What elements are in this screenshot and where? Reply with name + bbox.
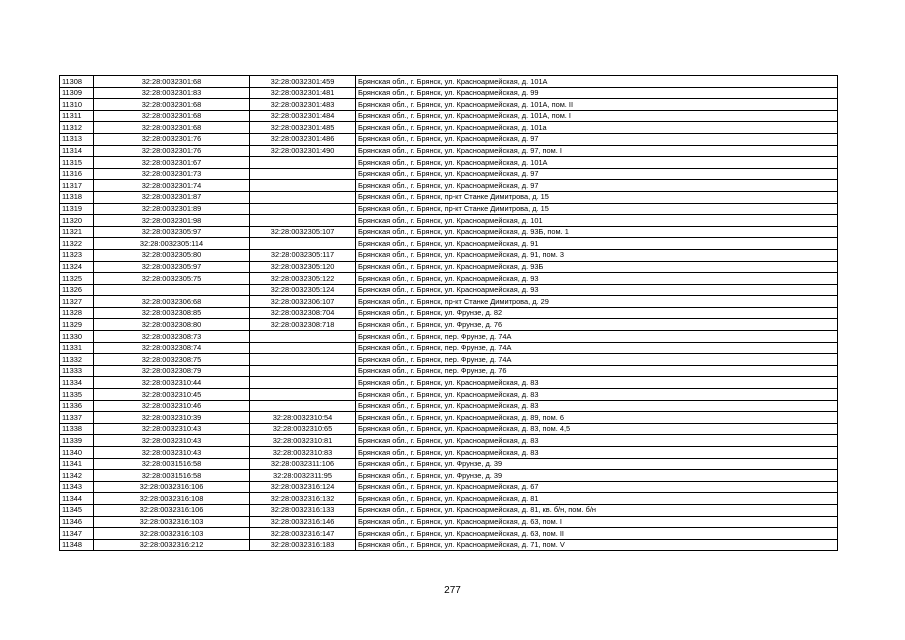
- row-number: 11337: [60, 412, 94, 424]
- cadastral-number-cell: 32:28:0032308:80: [94, 319, 250, 331]
- cadastral-number-cell: 32:28:0032310:43: [94, 423, 250, 435]
- cadastral-number-cell: 32:28:0032316:212: [94, 539, 250, 551]
- row-number: 11338: [60, 423, 94, 435]
- table-body: [60, 76, 838, 551]
- row-number: 11330: [60, 331, 94, 343]
- table-row: [60, 110, 838, 122]
- table-row: [60, 470, 838, 482]
- row-number: 11340: [60, 447, 94, 459]
- table-row: [60, 539, 838, 551]
- row-number: 11342: [60, 470, 94, 482]
- table-row: [60, 319, 838, 331]
- address-cell: Брянская обл., г. Брянск, пер. Фрунзе, д. 74А: [356, 331, 838, 343]
- object-cadastral-number-cell: 32:28:0032308:704: [250, 307, 356, 319]
- cadastral-number-cell: 32:28:0032301:98: [94, 215, 250, 227]
- row-number: 11339: [60, 435, 94, 447]
- address-cell: Брянская обл., г. Брянск, пр-кт Станке Димитрова, д. 15: [356, 203, 838, 215]
- object-cadastral-number-cell: 32:28:0032310:65: [250, 423, 356, 435]
- object-cadastral-number-cell: [250, 238, 356, 250]
- cadastral-number-cell: 32:28:0032305:75: [94, 273, 250, 285]
- address-cell: Брянская обл., г. Брянск, ул. Красноармейская, д. 63, пом. II: [356, 528, 838, 540]
- table-row: [60, 122, 838, 134]
- cadastral-number-cell: 32:28:0032301:74: [94, 180, 250, 192]
- address-cell: Брянская обл., г. Брянск, ул. Красноармейская, д. 81, кв. б/н, пом. б/н: [356, 504, 838, 516]
- row-number: 11315: [60, 157, 94, 169]
- table-row: [60, 331, 838, 343]
- address-cell: Брянская обл., г. Брянск, ул. Красноармейская, д. 83: [356, 377, 838, 389]
- object-cadastral-number-cell: 32:28:0032301:490: [250, 145, 356, 157]
- address-cell: Брянская обл., г. Брянск, ул. Красноармейская, д. 83: [356, 435, 838, 447]
- cadastral-number-cell: 32:28:0032308:85: [94, 307, 250, 319]
- object-cadastral-number-cell: 32:28:0032305:124: [250, 284, 356, 296]
- object-cadastral-number-cell: 32:28:0032301:483: [250, 99, 356, 111]
- address-cell: Брянская обл., г. Брянск, ул. Красноармейская, д. 83: [356, 447, 838, 459]
- address-cell: Брянская обл., г. Брянск, ул. Красноармейская, д. 97: [356, 180, 838, 192]
- address-cell: Брянская обл., г. Брянск, ул. Красноармейская, д. 93Б: [356, 261, 838, 273]
- table-row: [60, 354, 838, 366]
- object-cadastral-number-cell: [250, 168, 356, 180]
- row-number: 11348: [60, 539, 94, 551]
- table-row: [60, 76, 838, 88]
- table-row: [60, 528, 838, 540]
- address-cell: Брянская обл., г. Брянск, ул. Красноармейская, д. 91, пом. 3: [356, 249, 838, 261]
- address-cell: Брянская обл., г. Брянск, пер. Фрунзе, д. 74А: [356, 354, 838, 366]
- address-cell: Брянская обл., г. Брянск, ул. Красноармейская, д. 101А: [356, 157, 838, 169]
- table-row: [60, 447, 838, 459]
- row-number: 11313: [60, 133, 94, 145]
- cadastral-number-cell: 32:28:0032301:68: [94, 99, 250, 111]
- object-cadastral-number-cell: [250, 157, 356, 169]
- cadastral-number-cell: 32:28:0032301:67: [94, 157, 250, 169]
- table-row: [60, 377, 838, 389]
- object-cadastral-number-cell: 32:28:0032316:183: [250, 539, 356, 551]
- object-cadastral-number-cell: [250, 203, 356, 215]
- object-cadastral-number-cell: [250, 331, 356, 343]
- row-number: 11325: [60, 273, 94, 285]
- row-number: 11321: [60, 226, 94, 238]
- cadastral-number-cell: 32:28:0032310:45: [94, 389, 250, 401]
- address-cell: Брянская обл., г. Брянск, ул. Красноармейская, д. 83, пом. 4,5: [356, 423, 838, 435]
- row-number: 11322: [60, 238, 94, 250]
- cadastral-number-cell: 32:28:0032310:44: [94, 377, 250, 389]
- object-cadastral-number-cell: 32:28:0032316:132: [250, 493, 356, 505]
- table-row: [60, 400, 838, 412]
- cadastral-number-cell: 32:28:0032301:73: [94, 168, 250, 180]
- object-cadastral-number-cell: [250, 400, 356, 412]
- table-row: [60, 157, 838, 169]
- cadastral-number-cell: 32:28:0032301:76: [94, 145, 250, 157]
- address-cell: Брянская обл., г. Брянск, ул. Красноармейская, д. 101А, пом. II: [356, 99, 838, 111]
- page-number: 277: [444, 585, 461, 596]
- table-row: [60, 133, 838, 145]
- table-row: [60, 412, 838, 424]
- table-row: [60, 180, 838, 192]
- object-cadastral-number-cell: [250, 377, 356, 389]
- cadastral-number-cell: 32:28:0032308:73: [94, 331, 250, 343]
- address-cell: Брянская обл., г. Брянск, ул. Фрунзе, д. 39: [356, 470, 838, 482]
- table-row: [60, 435, 838, 447]
- address-cell: Брянская обл., г. Брянск, ул. Красноармейская, д. 99: [356, 87, 838, 99]
- address-cell: Брянская обл., г. Брянск, ул. Красноармейская, д. 71, пом. V: [356, 539, 838, 551]
- cadastral-number-cell: 32:28:0032301:68: [94, 122, 250, 134]
- row-number: 11327: [60, 296, 94, 308]
- cadastral-number-cell: 32:28:0032301:68: [94, 76, 250, 88]
- object-cadastral-number-cell: [250, 354, 356, 366]
- row-number: 11345: [60, 504, 94, 516]
- address-cell: Брянская обл., г. Брянск, ул. Красноармейская, д. 63, пом. I: [356, 516, 838, 528]
- address-cell: Брянская обл., г. Брянск, ул. Фрунзе, д. 82: [356, 307, 838, 319]
- row-number: 11347: [60, 528, 94, 540]
- table-row: [60, 423, 838, 435]
- row-number: 11326: [60, 284, 94, 296]
- address-cell: Брянская обл., г. Брянск, пер. Фрунзе, д. 74А: [356, 342, 838, 354]
- address-cell: Брянская обл., г. Брянск, ул. Красноармейская, д. 101А: [356, 76, 838, 88]
- row-number: 11341: [60, 458, 94, 470]
- table-row: [60, 168, 838, 180]
- table-row: [60, 273, 838, 285]
- table-row: [60, 191, 838, 203]
- cadastral-number-cell: 32:28:0032301:87: [94, 191, 250, 203]
- cadastral-number-cell: 32:28:0032316:103: [94, 528, 250, 540]
- cadastral-table: [59, 75, 838, 551]
- cadastral-number-cell: 32:28:0032301:89: [94, 203, 250, 215]
- table-row: [60, 87, 838, 99]
- table-row: [60, 458, 838, 470]
- cadastral-number-cell: 32:28:0032305:97: [94, 261, 250, 273]
- row-number: 11324: [60, 261, 94, 273]
- row-number: 11309: [60, 87, 94, 99]
- cadastral-number-cell: 32:28:0032316:108: [94, 493, 250, 505]
- table-row: [60, 481, 838, 493]
- row-number: 11344: [60, 493, 94, 505]
- table-row: [60, 389, 838, 401]
- address-cell: Брянская обл., г. Брянск, ул. Красноармейская, д. 93: [356, 273, 838, 285]
- object-cadastral-number-cell: 32:28:0032301:486: [250, 133, 356, 145]
- cadastral-number-cell: 32:28:0032308:75: [94, 354, 250, 366]
- row-number: 11320: [60, 215, 94, 227]
- table-row: [60, 261, 838, 273]
- cadastral-number-cell: [94, 284, 250, 296]
- row-number: 11312: [60, 122, 94, 134]
- table-row: [60, 365, 838, 377]
- cadastral-number-cell: 32:28:0032316:103: [94, 516, 250, 528]
- cadastral-number-cell: 32:28:0032310:43: [94, 447, 250, 459]
- cadastral-number-cell: 32:28:0032301:83: [94, 87, 250, 99]
- object-cadastral-number-cell: 32:28:0032310:81: [250, 435, 356, 447]
- cadastral-number-cell: 32:28:0031516:58: [94, 470, 250, 482]
- row-number: 11333: [60, 365, 94, 377]
- address-cell: Брянская обл., г. Брянск, ул. Красноармейская, д. 93: [356, 284, 838, 296]
- cadastral-number-cell: 32:28:0032308:74: [94, 342, 250, 354]
- object-cadastral-number-cell: 32:28:0032311:106: [250, 458, 356, 470]
- row-number: 11328: [60, 307, 94, 319]
- cadastral-number-cell: 32:28:0032305:97: [94, 226, 250, 238]
- object-cadastral-number-cell: 32:28:0032305:122: [250, 273, 356, 285]
- object-cadastral-number-cell: [250, 180, 356, 192]
- table-row: [60, 203, 838, 215]
- object-cadastral-number-cell: 32:28:0032316:133: [250, 504, 356, 516]
- address-cell: Брянская обл., г. Брянск, ул. Красноармейская, д. 93Б, пом. 1: [356, 226, 838, 238]
- object-cadastral-number-cell: [250, 215, 356, 227]
- object-cadastral-number-cell: 32:28:0032301:481: [250, 87, 356, 99]
- table-row: [60, 493, 838, 505]
- address-cell: Брянская обл., г. Брянск, ул. Красноармейская, д. 97: [356, 133, 838, 145]
- object-cadastral-number-cell: 32:28:0032308:718: [250, 319, 356, 331]
- row-number: 11319: [60, 203, 94, 215]
- row-number: 11329: [60, 319, 94, 331]
- table-row: [60, 342, 838, 354]
- address-cell: Брянская обл., г. Брянск, пр-кт Станке Димитрова, д. 15: [356, 191, 838, 203]
- row-number: 11314: [60, 145, 94, 157]
- address-cell: Брянская обл., г. Брянск, пер. Фрунзе, д. 76: [356, 365, 838, 377]
- row-number: 11336: [60, 400, 94, 412]
- cadastral-number-cell: 32:28:0032316:106: [94, 481, 250, 493]
- row-number: 11311: [60, 110, 94, 122]
- row-number: 11316: [60, 168, 94, 180]
- object-cadastral-number-cell: 32:28:0032301:485: [250, 122, 356, 134]
- cadastral-number-cell: 32:28:0032305:80: [94, 249, 250, 261]
- object-cadastral-number-cell: 32:28:0032311:95: [250, 470, 356, 482]
- row-number: 11332: [60, 354, 94, 366]
- address-cell: Брянская обл., г. Брянск, ул. Красноармейская, д. 101А, пом. I: [356, 110, 838, 122]
- address-cell: Брянская обл., г. Брянск, ул. Красноармейская, д. 101а: [356, 122, 838, 134]
- cadastral-number-cell: 32:28:0032305:114: [94, 238, 250, 250]
- address-cell: Брянская обл., г. Брянск, ул. Красноармейская, д. 97: [356, 168, 838, 180]
- object-cadastral-number-cell: 32:28:0032310:83: [250, 447, 356, 459]
- cadastral-number-cell: 32:28:0032306:68: [94, 296, 250, 308]
- object-cadastral-number-cell: 32:28:0032305:107: [250, 226, 356, 238]
- address-cell: Брянская обл., г. Брянск, ул. Фрунзе, д. 76: [356, 319, 838, 331]
- cadastral-number-cell: 32:28:0032316:106: [94, 504, 250, 516]
- row-number: 11334: [60, 377, 94, 389]
- row-number: 11323: [60, 249, 94, 261]
- address-cell: Брянская обл., г. Брянск, ул. Красноармейская, д. 81: [356, 493, 838, 505]
- table-row: [60, 215, 838, 227]
- cadastral-number-cell: 32:28:0032310:43: [94, 435, 250, 447]
- object-cadastral-number-cell: [250, 342, 356, 354]
- cadastral-number-cell: 32:28:0032301:68: [94, 110, 250, 122]
- object-cadastral-number-cell: 32:28:0032316:146: [250, 516, 356, 528]
- cadastral-number-cell: 32:28:0032308:79: [94, 365, 250, 377]
- address-cell: Брянская обл., г. Брянск, ул. Красноармейская, д. 83: [356, 400, 838, 412]
- cadastral-number-cell: 32:28:0031516:58: [94, 458, 250, 470]
- cadastral-number-cell: 32:28:0032310:46: [94, 400, 250, 412]
- object-cadastral-number-cell: [250, 191, 356, 203]
- row-number: 11318: [60, 191, 94, 203]
- address-cell: Брянская обл., г. Брянск, ул. Красноармейская, д. 101: [356, 215, 838, 227]
- table-row: [60, 296, 838, 308]
- table-row: [60, 145, 838, 157]
- table-row: [60, 516, 838, 528]
- object-cadastral-number-cell: [250, 389, 356, 401]
- address-cell: Брянская обл., г. Брянск, ул. Фрунзе, д. 39: [356, 458, 838, 470]
- table-row: [60, 99, 838, 111]
- address-cell: Брянская обл., г. Брянск, ул. Красноармейская, д. 97, пом. I: [356, 145, 838, 157]
- cadastral-number-cell: 32:28:0032310:39: [94, 412, 250, 424]
- row-number: 11343: [60, 481, 94, 493]
- row-number: 11317: [60, 180, 94, 192]
- address-cell: Брянская обл., г. Брянск, пр-кт Станке Димитрова, д. 29: [356, 296, 838, 308]
- object-cadastral-number-cell: 32:28:0032305:117: [250, 249, 356, 261]
- object-cadastral-number-cell: 32:28:0032301:459: [250, 76, 356, 88]
- row-number: 11346: [60, 516, 94, 528]
- row-number: 11331: [60, 342, 94, 354]
- object-cadastral-number-cell: 32:28:0032305:120: [250, 261, 356, 273]
- address-cell: Брянская обл., г. Брянск, ул. Красноармейская, д. 83: [356, 389, 838, 401]
- table-row: [60, 226, 838, 238]
- row-number: 11310: [60, 99, 94, 111]
- object-cadastral-number-cell: 32:28:0032301:484: [250, 110, 356, 122]
- cadastral-number-cell: 32:28:0032301:76: [94, 133, 250, 145]
- table-row: [60, 504, 838, 516]
- address-cell: Брянская обл., г. Брянск, ул. Красноармейская, д. 91: [356, 238, 838, 250]
- table-row: [60, 284, 838, 296]
- object-cadastral-number-cell: 32:28:0032316:124: [250, 481, 356, 493]
- address-cell: Брянская обл., г. Брянск, ул. Красноармейская, д. 89, пом. 6: [356, 412, 838, 424]
- object-cadastral-number-cell: 32:28:0032316:147: [250, 528, 356, 540]
- row-number: 11335: [60, 389, 94, 401]
- row-number: 11308: [60, 76, 94, 88]
- table-row: [60, 249, 838, 261]
- object-cadastral-number-cell: [250, 365, 356, 377]
- table-row: [60, 238, 838, 250]
- object-cadastral-number-cell: 32:28:0032306:107: [250, 296, 356, 308]
- address-cell: Брянская обл., г. Брянск, ул. Красноармейская, д. 67: [356, 481, 838, 493]
- table-row: [60, 307, 838, 319]
- object-cadastral-number-cell: 32:28:0032310:54: [250, 412, 356, 424]
